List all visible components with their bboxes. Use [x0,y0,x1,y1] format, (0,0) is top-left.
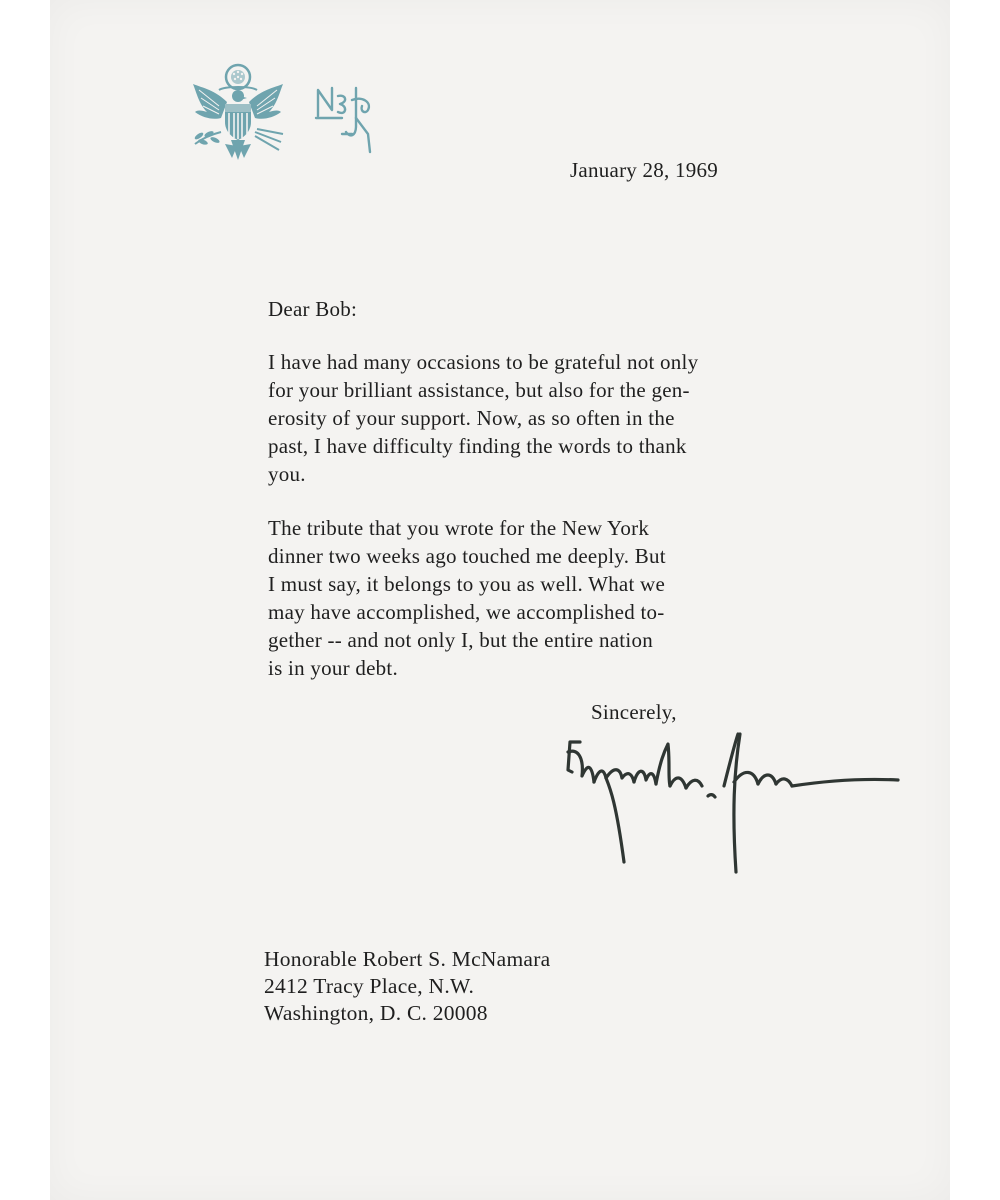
great-seal-eagle-icon [185,60,291,166]
paragraph-line: I must say, it belongs to you as well. What we [268,572,666,596]
salutation: Dear Bob: [268,297,358,321]
letter-sheet [50,0,950,1200]
body-paragraph-2 [268,514,666,682]
lbj-monogram-icon [312,82,384,158]
address-line: Washington, D. C. 20008 [264,1001,488,1025]
body-paragraph-1 [268,348,698,488]
paragraph-line: for your brilliant assistance, but also for the gen- [268,378,690,402]
paragraph-line: dinner two weeks ago touched me deeply. But [268,544,666,568]
paragraph-line: erosity of your support. Now, as so often in the [268,406,675,430]
paragraph-line: past, I have difficulty finding the words to thank [268,434,687,458]
paragraph-line: I have had many occasions to be grateful not only [268,350,699,374]
address-line: Honorable Robert S. McNamara [264,947,551,971]
paragraph-line: may have accomplished, we accomplished to- [268,600,665,624]
closing: Sincerely, [591,700,677,724]
recipient-address [264,946,550,1027]
address-line: 2412 Tracy Place, N.W. [264,974,475,998]
letter-date: January 28, 1969 [570,158,719,182]
paragraph-line: you. [268,462,306,486]
handwritten-signature-icon [558,722,908,890]
paragraph-line: gether -- and not only I, but the entire nation [268,628,653,652]
paragraph-line: is in your debt. [268,656,398,680]
paragraph-line: The tribute that you wrote for the New York [268,516,650,540]
